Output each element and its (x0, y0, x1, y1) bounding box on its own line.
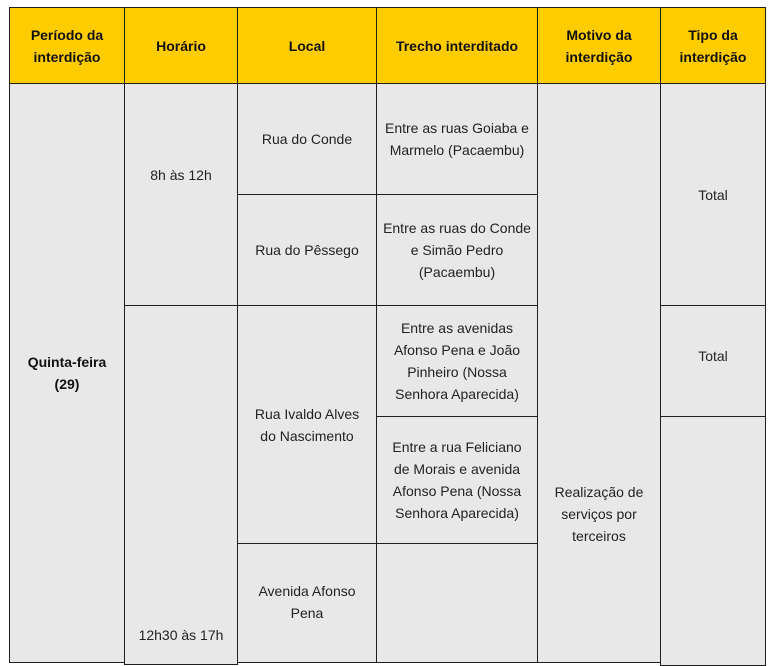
cell-tipo-1 (660, 83, 766, 306)
cell-trecho-5 (376, 543, 538, 663)
cell-trecho-1 (376, 83, 538, 195)
cell-tipo-2 (660, 305, 766, 417)
cell-trecho-1-text: Entre as ruas Goiaba e Marmelo (Pacaembu) (385, 120, 529, 158)
cell-local-4 (237, 543, 377, 663)
header-motivo-label: Motivo da interdição (565, 26, 633, 65)
cell-local-2-text: Rua do Pêssego (255, 242, 359, 258)
cell-trecho-2-text: Entre as ruas do Conde e Simão Pedro (Pacaembu) (383, 220, 531, 280)
cell-tipo-3 (660, 416, 766, 666)
header-trecho (376, 7, 538, 84)
cell-local-3 (237, 305, 377, 544)
cell-trecho-2 (376, 194, 538, 306)
cell-horario-2 (124, 305, 238, 665)
cell-tipo-2-text: Total (698, 348, 728, 364)
header-local (237, 7, 377, 84)
header-trecho-label: Trecho interditado (395, 37, 519, 54)
cell-local-3-text: Rua Ivaldo Alves do Nascimento (254, 405, 360, 444)
header-periodo (9, 7, 125, 84)
cell-motivo (537, 83, 661, 663)
cell-trecho-3-text: Entre as avenidas Afonso Pena e João Pinheiro (Nossa Senhora Aparecida) (393, 320, 521, 402)
header-periodo-label: Período da interdição (30, 26, 104, 65)
cell-periodo (9, 83, 125, 663)
cell-trecho-3 (376, 305, 538, 417)
header-tipo (660, 7, 766, 84)
cell-local-1 (237, 83, 377, 195)
header-horario (124, 7, 238, 84)
header-local-label: Local (288, 37, 326, 54)
header-tipo-label: Tipo da interdição (679, 26, 747, 65)
header-horario-label: Horário (156, 37, 206, 54)
header-motivo (537, 7, 661, 84)
cell-periodo-text: Quinta-feira (29) (27, 354, 107, 392)
cell-trecho-4 (376, 416, 538, 544)
cell-local-1-text: Rua do Conde (261, 131, 353, 147)
cell-motivo-text: Realização de serviços por terceiros (554, 484, 644, 544)
cell-local-4-text: Avenida Afonso Pena (258, 583, 356, 621)
cell-horario-1-text: 8h às 12h (150, 166, 212, 183)
cell-tipo-1-text: Total (698, 186, 728, 203)
cell-horario-2-text: 12h30 às 17h (138, 627, 224, 643)
cell-local-2 (237, 194, 377, 306)
cell-horario-1 (124, 83, 238, 306)
cell-trecho-4-text: Entre a rua Feliciano de Morais e avenida Afonso Pena (Nossa Senhora Aparecida) (392, 439, 522, 521)
